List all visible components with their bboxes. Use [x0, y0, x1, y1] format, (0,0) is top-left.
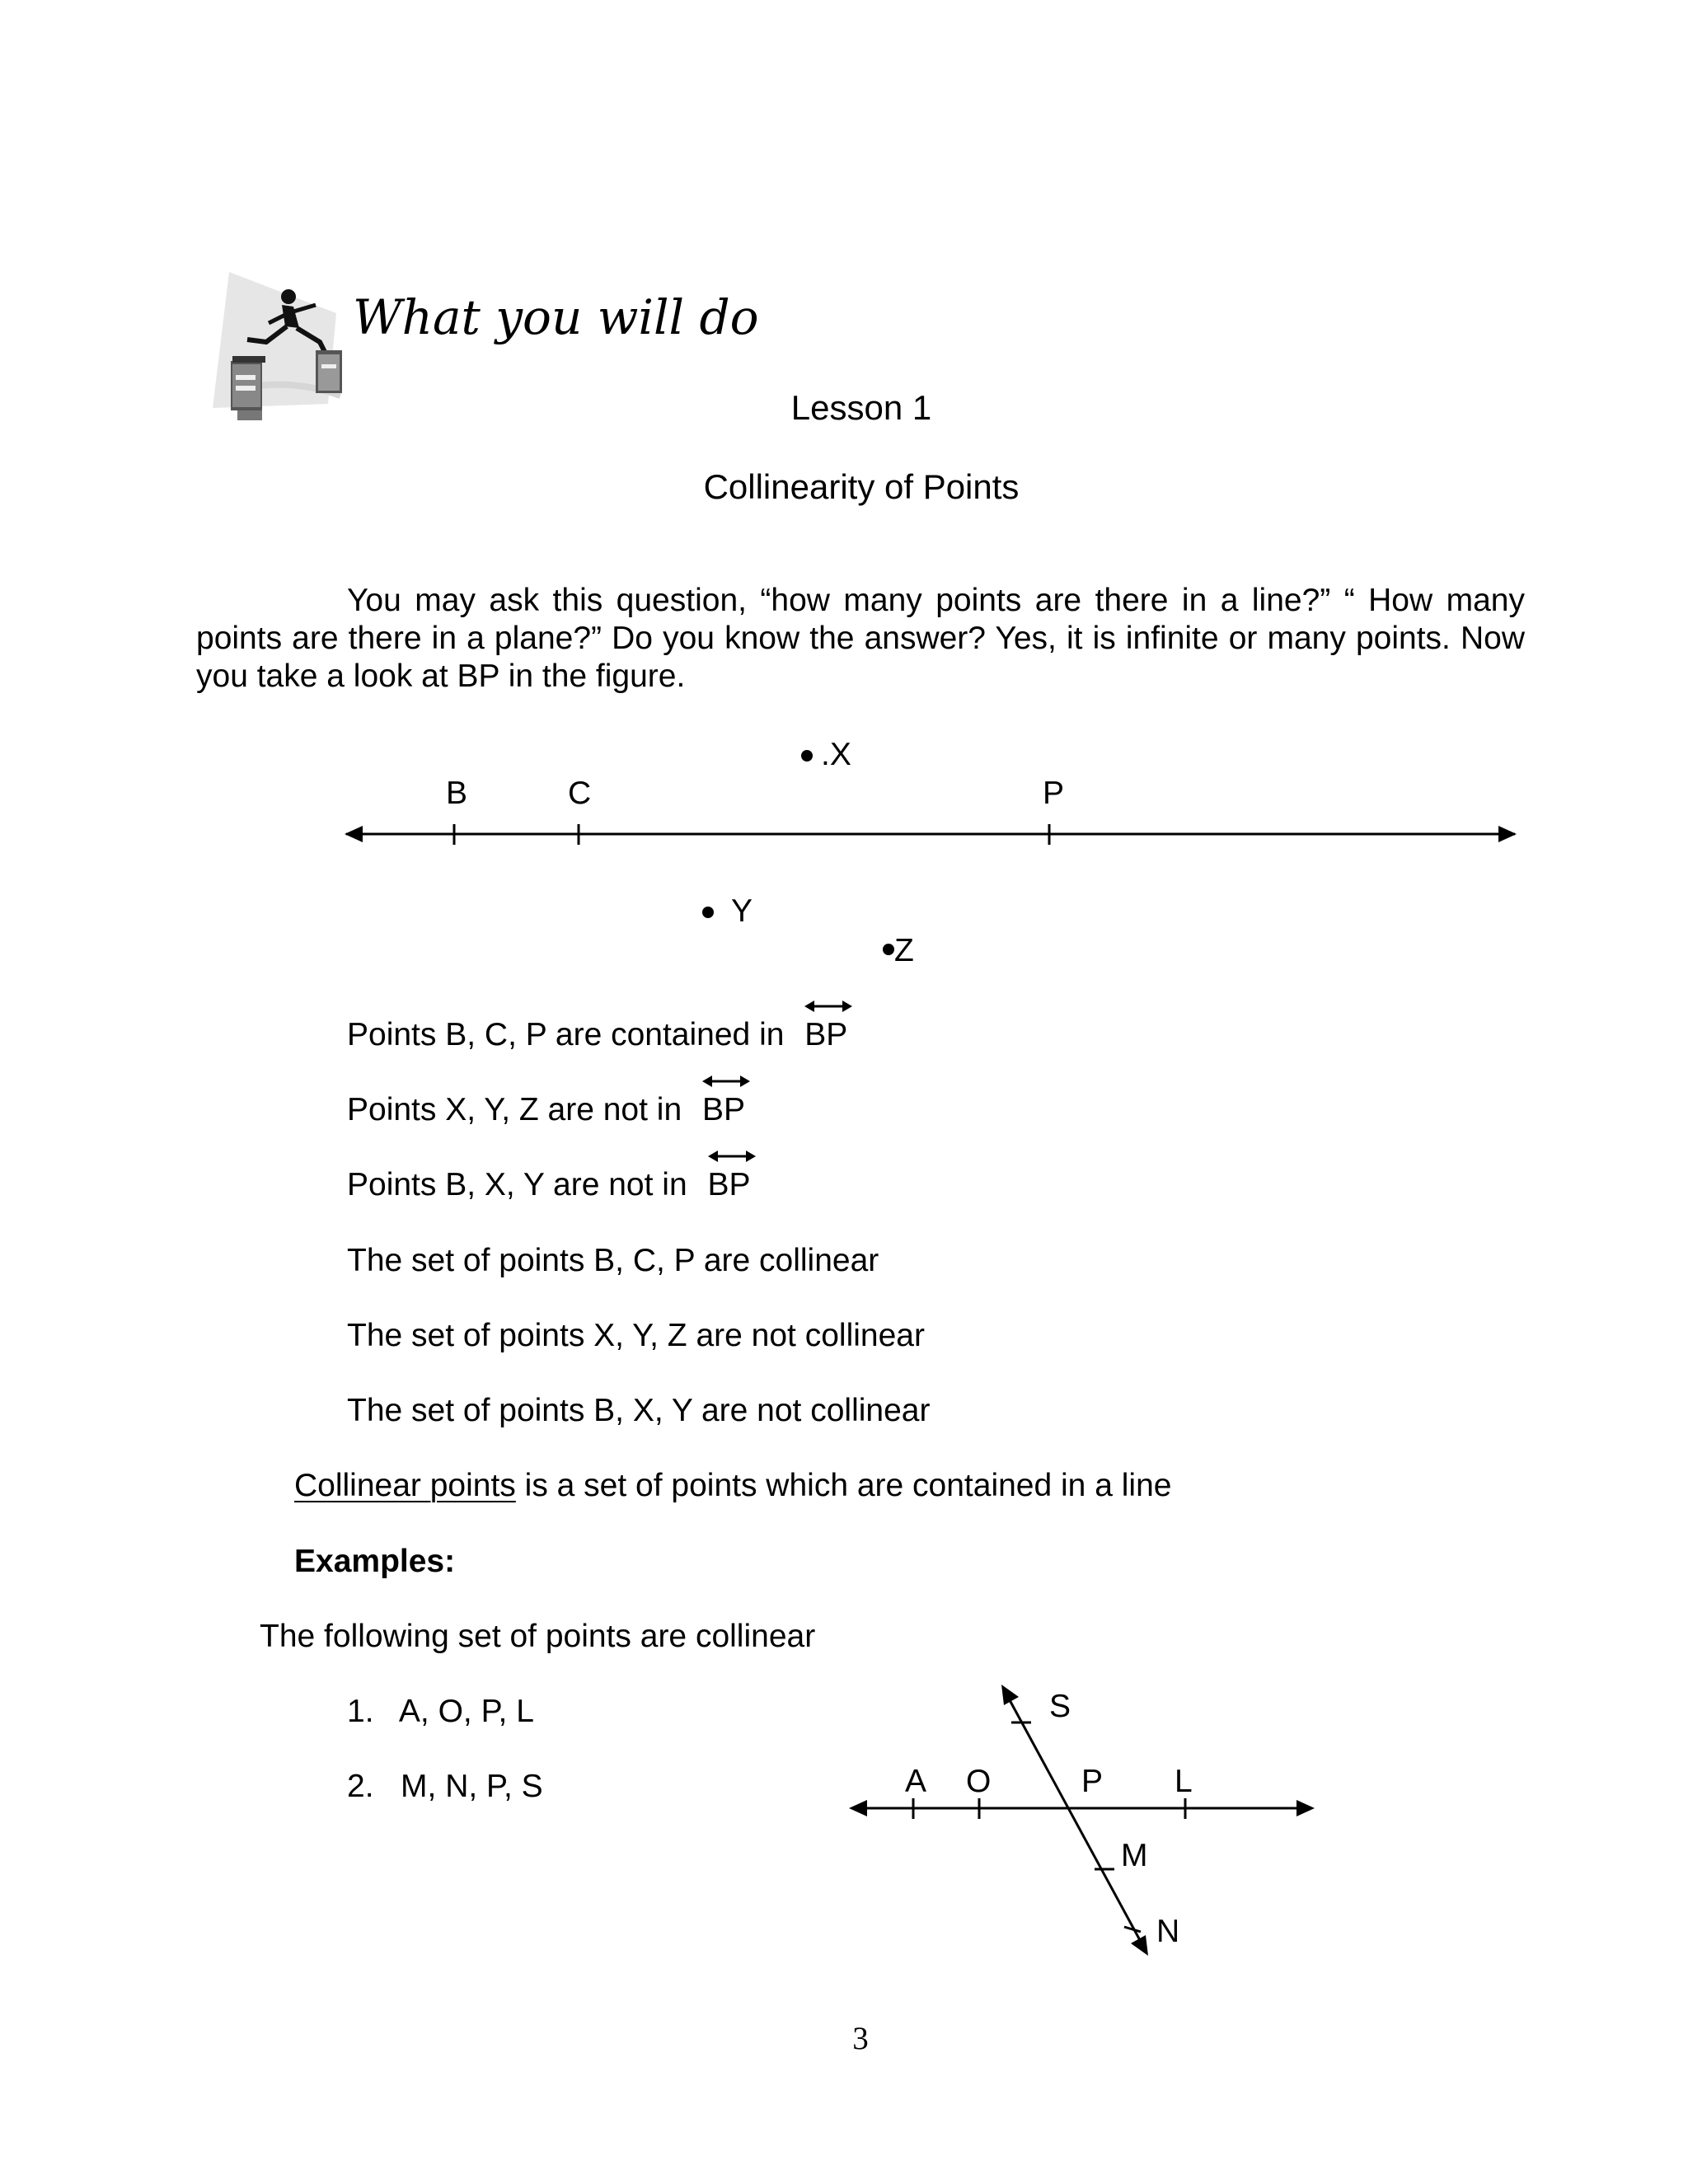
example-item-1: 1. A, O, P, L [347, 1694, 534, 1729]
examples-heading: Examples: [294, 1544, 456, 1579]
label-m: M [1121, 1838, 1148, 1873]
definition-rest: is a set of points which are contained in a line [515, 1468, 1172, 1503]
label-s: S [1049, 1689, 1071, 1724]
label-z: Z [894, 933, 914, 968]
statement-text: Points X, Y, Z are not in [347, 1092, 682, 1127]
label-a: A [905, 1764, 927, 1799]
definition-term: Collinear points [294, 1468, 516, 1503]
statement-5: The set of points X, Y, Z are not collinear [347, 1318, 925, 1353]
statement-text: Points B, X, Y are not in [347, 1167, 687, 1202]
line-notation: BP [804, 1019, 847, 1051]
line-notation: BP [702, 1094, 745, 1126]
examples-lead: The following set of points are collinear [260, 1619, 816, 1654]
line-notation: BP [708, 1169, 751, 1201]
label-l: L [1175, 1764, 1193, 1799]
label-p: P [1081, 1764, 1104, 1799]
label-b: B [446, 776, 468, 811]
label-y: Y [731, 893, 753, 929]
example-item-2: 2. M, N, P, S [347, 1769, 543, 1804]
page-number: 3 [852, 2021, 869, 2056]
intro-paragraph: You may ask this question, “how many points are there in a line?” “ How many points are there in a plane?” Do you know the answer? Yes, it is infinite or many points. Now you take a look at BP in the figure. [196, 583, 1525, 694]
statement-text: Points B, C, P are contained in [347, 1017, 785, 1052]
label-c: C [568, 776, 592, 811]
section-title: What you will do [353, 289, 759, 345]
statement-4: The set of points B, C, P are collinear [347, 1243, 879, 1278]
lesson-title: Lesson 1 [790, 388, 932, 427]
label-x: .X [821, 737, 851, 772]
line-snm [1004, 1690, 1146, 1951]
label-n: N [1156, 1914, 1180, 1949]
statement-6: The set of points B, X, Y are not collinear [347, 1393, 931, 1428]
topic-title: Collinearity of Points [703, 467, 1020, 506]
arrow-left-icon [849, 1800, 867, 1816]
label-o: O [966, 1764, 992, 1799]
label-p: P [1043, 776, 1065, 811]
arrow-right-icon [1296, 1800, 1315, 1816]
